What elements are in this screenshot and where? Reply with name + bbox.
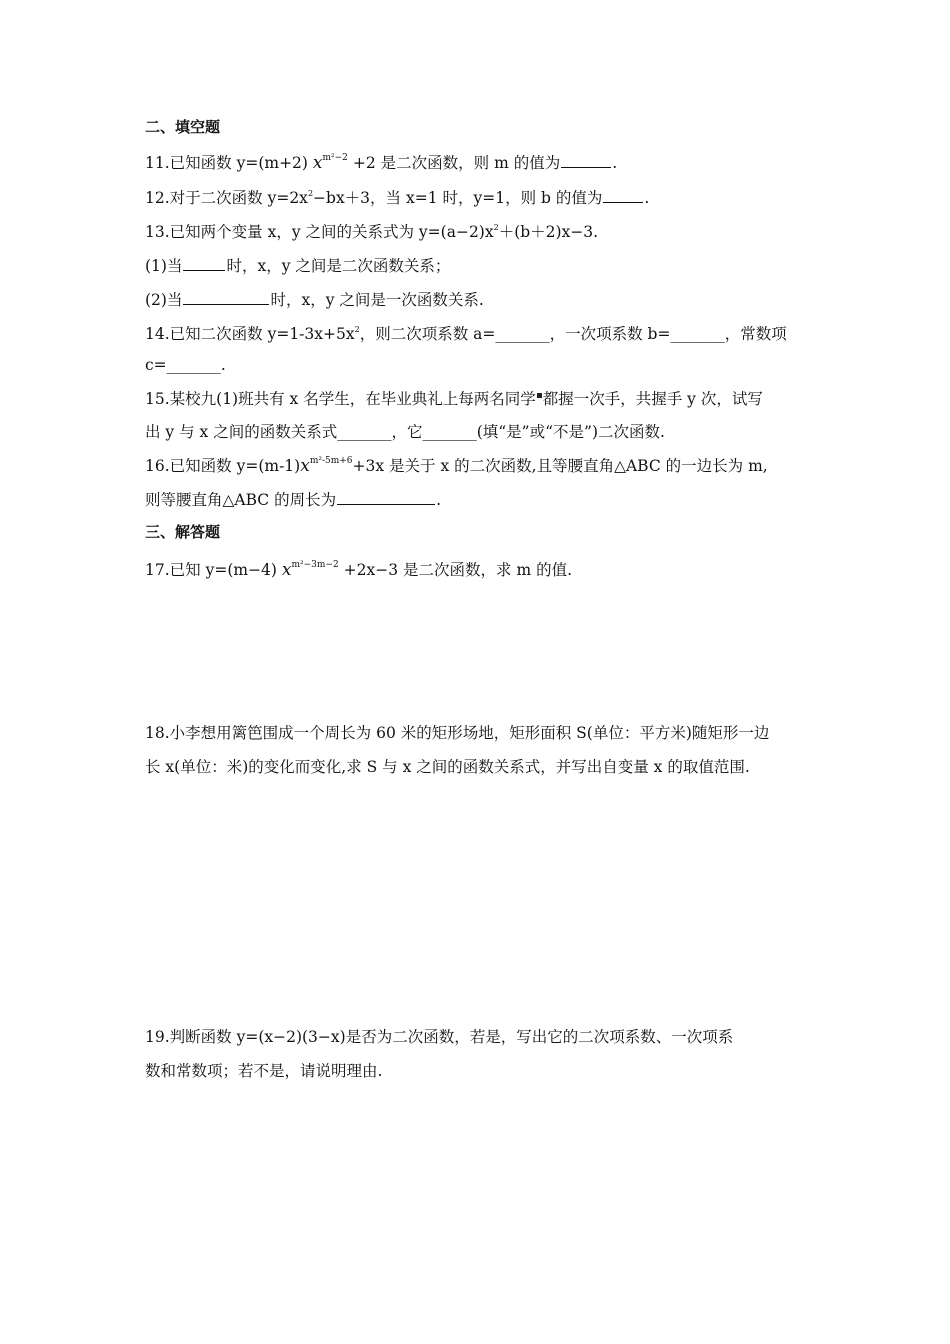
question-13-part-2: (2)当 时，x，y 之间是一次函数关系. [145,291,484,309]
question-13-part-1: (1)当 时，x，y 之间是二次函数关系； [145,257,451,275]
section-heading-answer: 三、解答题 [145,523,221,541]
question-11: 11.已知函数 y=(m+2) $x^{m^2-2} +2$ 是二次函数，则 m 的值为 . [145,153,618,173]
answer-blank [561,152,611,168]
question-17: 17.已知 y=(m−4) $x^{m^2-3m-2} +2x-3$ 是二次函数，求 m 的值. [145,560,573,580]
question-19: 19.判断函数 y=(x−2)(3−x)是否为二次函数，若是，写出它的二次项系数、一次项系 [145,1028,734,1046]
question-14-cont: c=_______. [145,356,226,374]
question-15-cont: 出 y 与 x 之间的函数关系式_______，它_______(填“是”或“不是”)二次函数. [145,423,665,441]
question-14: 14.已知二次函数 $y=1-3x+5x^2$，则二次项系数 a=_______，一次项系数 b=_______，常数项 [145,325,787,343]
question-16-cont: 则等腰直角△ABC 的周长为 . [145,491,442,509]
question-19-cont: 数和常数项；若不是，请说明理由. [145,1062,383,1080]
question-15: 15.某校九(1)班共有 x 名学生，在毕业典礼上每两名同学 都握一次手，共握手 y 次，试写 [145,390,763,408]
stray-mark-icon [537,393,542,398]
answer-blank [183,289,269,305]
answer-blank [183,255,225,271]
question-18: 18.小李想用篱笆围成一个周长为 60 米的矩形场地，矩形面积 S(单位：平方米)随矩形一边 [145,724,770,742]
answer-blank [337,489,435,505]
question-12: 12.对于二次函数 $y=2x^2-bx+3$，当 x=1 时，y=1，则 b 的值为 . [145,189,650,207]
section-heading-fill-in: 二、填空题 [145,118,221,136]
answer-blank [603,187,643,203]
question-18-cont: 长 x(单位：米)的变化而变化,求 S 与 x 之间的函数关系式，并写出自变量 x 的取值范围. [145,758,750,776]
question-13: 13.已知两个变量 x，y 之间的关系式为 $y=(a-2)x^2+(b+2)x-3$. [145,223,599,241]
question-16: 16.已知函数 $y=(m-1)x^{m^2-5m+6}+3x$ 是关于 x 的二次函数,且等腰直角△ABC 的一边长为 m, [145,456,768,476]
